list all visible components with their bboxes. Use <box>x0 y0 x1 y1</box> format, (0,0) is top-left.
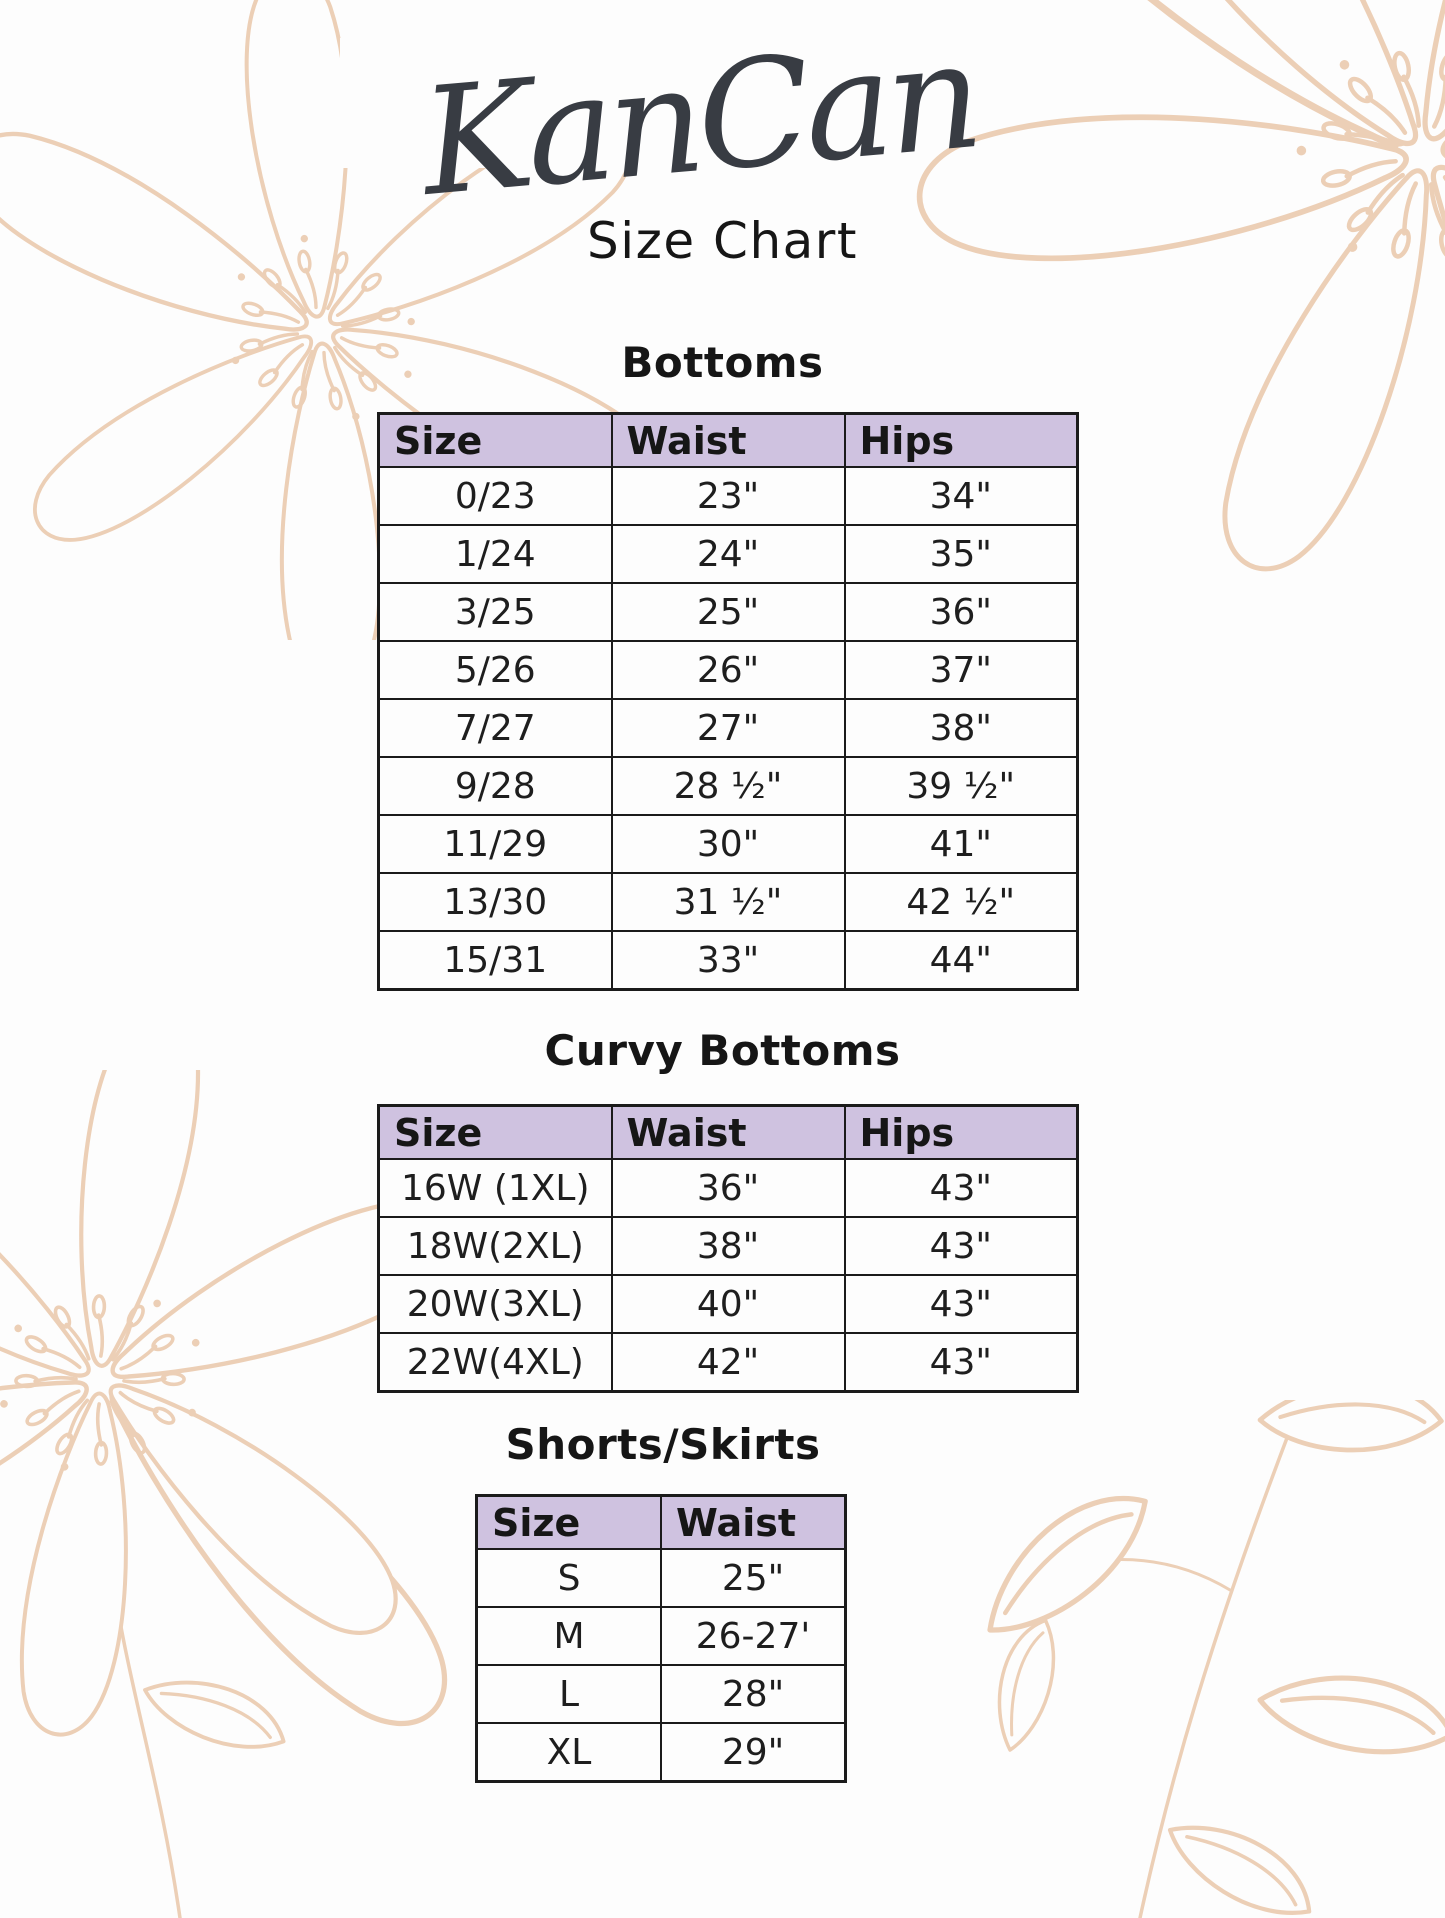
table-cell: 5/26 <box>379 641 612 699</box>
table-cell: 7/27 <box>379 699 612 757</box>
table-cell: 20W(3XL) <box>379 1275 612 1333</box>
table-row <box>379 757 1078 815</box>
column-header: Size <box>379 1106 612 1160</box>
table-cell: 35" <box>845 525 1078 583</box>
table-row <box>477 1665 846 1723</box>
table-row <box>379 525 1078 583</box>
table-cell: 40" <box>612 1275 845 1333</box>
table-row <box>477 1723 846 1782</box>
table-cell: 23" <box>612 467 845 525</box>
table-row <box>379 583 1078 641</box>
table-cell: 9/28 <box>379 757 612 815</box>
table-cell: L <box>477 1665 662 1723</box>
table-row <box>477 1607 846 1665</box>
table-cell: 44" <box>845 931 1078 990</box>
table-cell: XL <box>477 1723 662 1782</box>
table-cell: M <box>477 1607 662 1665</box>
table-cell: 0/23 <box>379 467 612 525</box>
column-header: Hips <box>845 1106 1078 1160</box>
column-header: Waist <box>661 1496 846 1550</box>
brand-logo-text: KanCan <box>415 9 983 229</box>
table-cell: 26-27' <box>661 1607 846 1665</box>
table-cell: 43" <box>845 1159 1078 1217</box>
table-cell: 31 ½" <box>612 873 845 931</box>
table-row <box>379 1333 1078 1392</box>
table-cell: 41" <box>845 815 1078 873</box>
table-cell: 3/25 <box>379 583 612 641</box>
table-cell: 30" <box>612 815 845 873</box>
table-cell: 43" <box>845 1275 1078 1333</box>
table-cell: 25" <box>612 583 845 641</box>
table-cell: 36" <box>845 583 1078 641</box>
table-cell: 26" <box>612 641 845 699</box>
section-heading-bottoms: Bottoms <box>621 338 824 387</box>
table-row <box>379 1159 1078 1217</box>
table-cell: 22W(4XL) <box>379 1333 612 1392</box>
table-cell: 34" <box>845 467 1078 525</box>
table-cell: 16W (1XL) <box>379 1159 612 1217</box>
table-cell: 25" <box>661 1549 846 1607</box>
bottoms-size-table <box>377 412 1079 991</box>
table-row <box>379 699 1078 757</box>
table-header-row <box>379 414 1078 468</box>
table-cell: 38" <box>845 699 1078 757</box>
table-cell: 39 ½" <box>845 757 1078 815</box>
table-cell: S <box>477 1549 662 1607</box>
table-cell: 33" <box>612 931 845 990</box>
table-row <box>379 467 1078 525</box>
table-cell: 15/31 <box>379 931 612 990</box>
table-row <box>379 873 1078 931</box>
table-header-row <box>477 1496 846 1550</box>
table-cell: 13/30 <box>379 873 612 931</box>
table-cell: 37" <box>845 641 1078 699</box>
curvy-bottoms-size-table <box>377 1104 1079 1393</box>
column-header: Waist <box>612 414 845 468</box>
table-cell: 43" <box>845 1217 1078 1275</box>
page-title: Size Chart <box>587 212 858 270</box>
table-row <box>379 1275 1078 1333</box>
column-header: Waist <box>612 1106 845 1160</box>
table-row <box>379 641 1078 699</box>
table-cell: 24" <box>612 525 845 583</box>
table-cell: 43" <box>845 1333 1078 1392</box>
table-row <box>379 1217 1078 1275</box>
column-header: Size <box>477 1496 662 1550</box>
table-cell: 27" <box>612 699 845 757</box>
table-row <box>379 931 1078 990</box>
table-cell: 1/24 <box>379 525 612 583</box>
table-row <box>379 815 1078 873</box>
table-cell: 18W(2XL) <box>379 1217 612 1275</box>
section-heading-shorts-skirts: Shorts/Skirts <box>505 1420 821 1469</box>
brand-logo <box>340 9 983 229</box>
table-cell: 42" <box>612 1333 845 1392</box>
table-row <box>477 1549 846 1607</box>
section-heading-curvy-bottoms: Curvy Bottoms <box>544 1026 901 1075</box>
table-cell: 38" <box>612 1217 845 1275</box>
table-cell: 42 ½" <box>845 873 1078 931</box>
column-header: Size <box>379 414 612 468</box>
table-cell: 29" <box>661 1723 846 1782</box>
table-cell: 28 ½" <box>612 757 845 815</box>
column-header: Hips <box>845 414 1078 468</box>
table-cell: 36" <box>612 1159 845 1217</box>
table-header-row <box>379 1106 1078 1160</box>
table-cell: 11/29 <box>379 815 612 873</box>
table-cell: 28" <box>661 1665 846 1723</box>
shorts-skirts-size-table <box>475 1494 847 1783</box>
